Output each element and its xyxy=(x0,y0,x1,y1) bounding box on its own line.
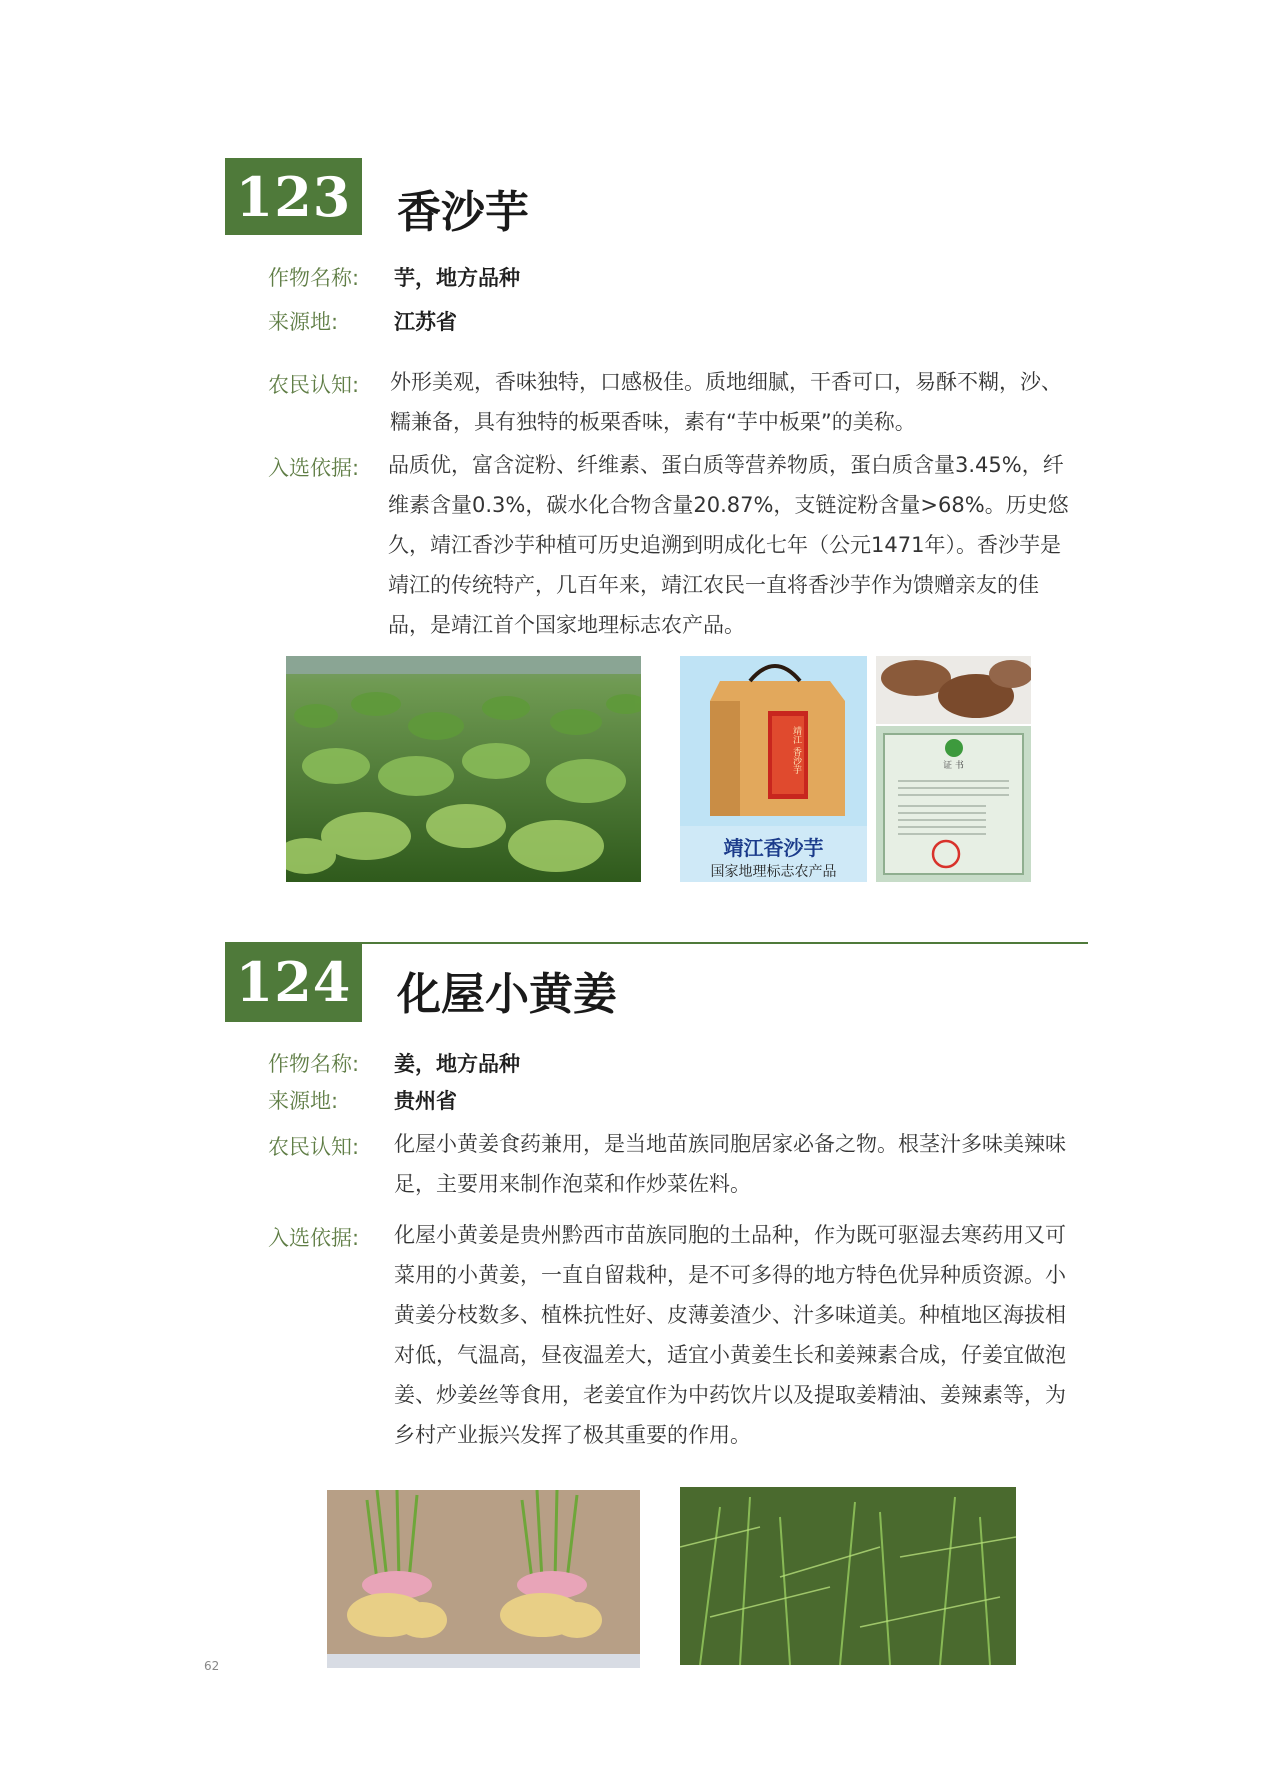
box-label-text: 靖江 香沙芋 xyxy=(791,726,801,774)
crop-name-label: 作物名称: xyxy=(268,266,360,290)
origin-value: 江苏省 xyxy=(394,310,457,334)
farmer-knowledge-text: 外形美观，香味独特，口感极佳。质地细腻，干香可口，易酥不糊，沙、糯兼备，具有独特的板栗香味，素有“芋中板栗”的美称。 xyxy=(390,370,1062,434)
farmer-knowledge-label: 农民认知: xyxy=(268,373,360,397)
entry-number: 123 xyxy=(235,164,352,229)
selection-basis-label: 入选依据: xyxy=(268,1226,360,1250)
entry-title: 化屋小黄姜 xyxy=(397,969,617,1020)
farmer-knowledge-label: 农民认知: xyxy=(268,1135,360,1159)
crop-name-value: 姜，地方品种 xyxy=(394,1052,520,1076)
certificate-image xyxy=(876,726,1031,882)
ginger-field-photo xyxy=(680,1487,1016,1665)
origin-value: 贵州省 xyxy=(394,1089,457,1113)
entry-title: 香沙芋 xyxy=(397,187,529,238)
taro-field-photo xyxy=(286,656,641,882)
entry-number-badge xyxy=(225,942,362,1022)
selection-basis-text: 品质优，富含淀粉、纤维素、蛋白质等营养物质，蛋白质含量3.45%，纤维素含量0.3%，碳水化合物含量20.87%，支链淀粉含量>68%。历史悠久，靖江香沙芋种植可历史追溯到明成化七年（公元1471年）。香沙芋是靖江的传统特产，几百年来，靖江农民一直将香沙芋作为馈赠亲友的佳品，是靖江首个国家地理标志农产品。 xyxy=(388,453,1069,637)
photo-caption-gi: 国家地理标志农产品 xyxy=(710,864,837,880)
ginger-field-image xyxy=(680,1487,1016,1665)
farmer-knowledge-text: 化屋小黄姜食药兼用，是当地苗族同胞居家必备之物。根茎汁多味美辣味足，主要用来制作泡菜和作炒菜佐料。 xyxy=(394,1132,1066,1196)
crop-name-value: 芋，地方品种 xyxy=(394,266,520,290)
page-number: 62 xyxy=(204,1659,220,1673)
photo-caption-product: 靖江香沙芋 xyxy=(723,836,824,860)
origin-label: 来源地: xyxy=(268,1089,339,1113)
product-box-photo xyxy=(680,656,867,882)
selection-basis-text: 化屋小黄姜是贵州黔西市苗族同胞的土品种，作为既可驱湿去寒药用又可菜用的小黄姜，一直自留栽种，是不可多得的地方特色优异种质资源。小黄姜分枝数多、植株抗性好、皮薄姜渣少、汁多味道美。种植地区海拔相对低，气温高，昼夜温差大，适宜小黄姜生长和姜辣素合成，仔姜宜做泡姜、炒姜丝等食用，老姜宜作为中药饮片以及提取姜精油、姜辣素等，为乡村产业振兴发挥了极其重要的作用。 xyxy=(394,1223,1066,1447)
crop-name-label: 作物名称: xyxy=(268,1052,360,1076)
certificate-title: 证 书 xyxy=(943,761,964,771)
taro-corm-image xyxy=(876,656,1031,724)
entry-number: 124 xyxy=(235,950,352,1014)
section-divider xyxy=(362,942,1088,944)
ginger-rhizome-photo xyxy=(327,1490,640,1668)
origin-label: 来源地: xyxy=(268,310,339,334)
entry-number-badge xyxy=(225,158,362,235)
taro-field-image xyxy=(286,656,641,882)
certificate-photo xyxy=(876,726,1031,882)
taro-corm-photo xyxy=(876,656,1031,724)
selection-basis-label: 入选依据: xyxy=(268,456,360,480)
ginger-rhizome-image xyxy=(327,1490,640,1668)
